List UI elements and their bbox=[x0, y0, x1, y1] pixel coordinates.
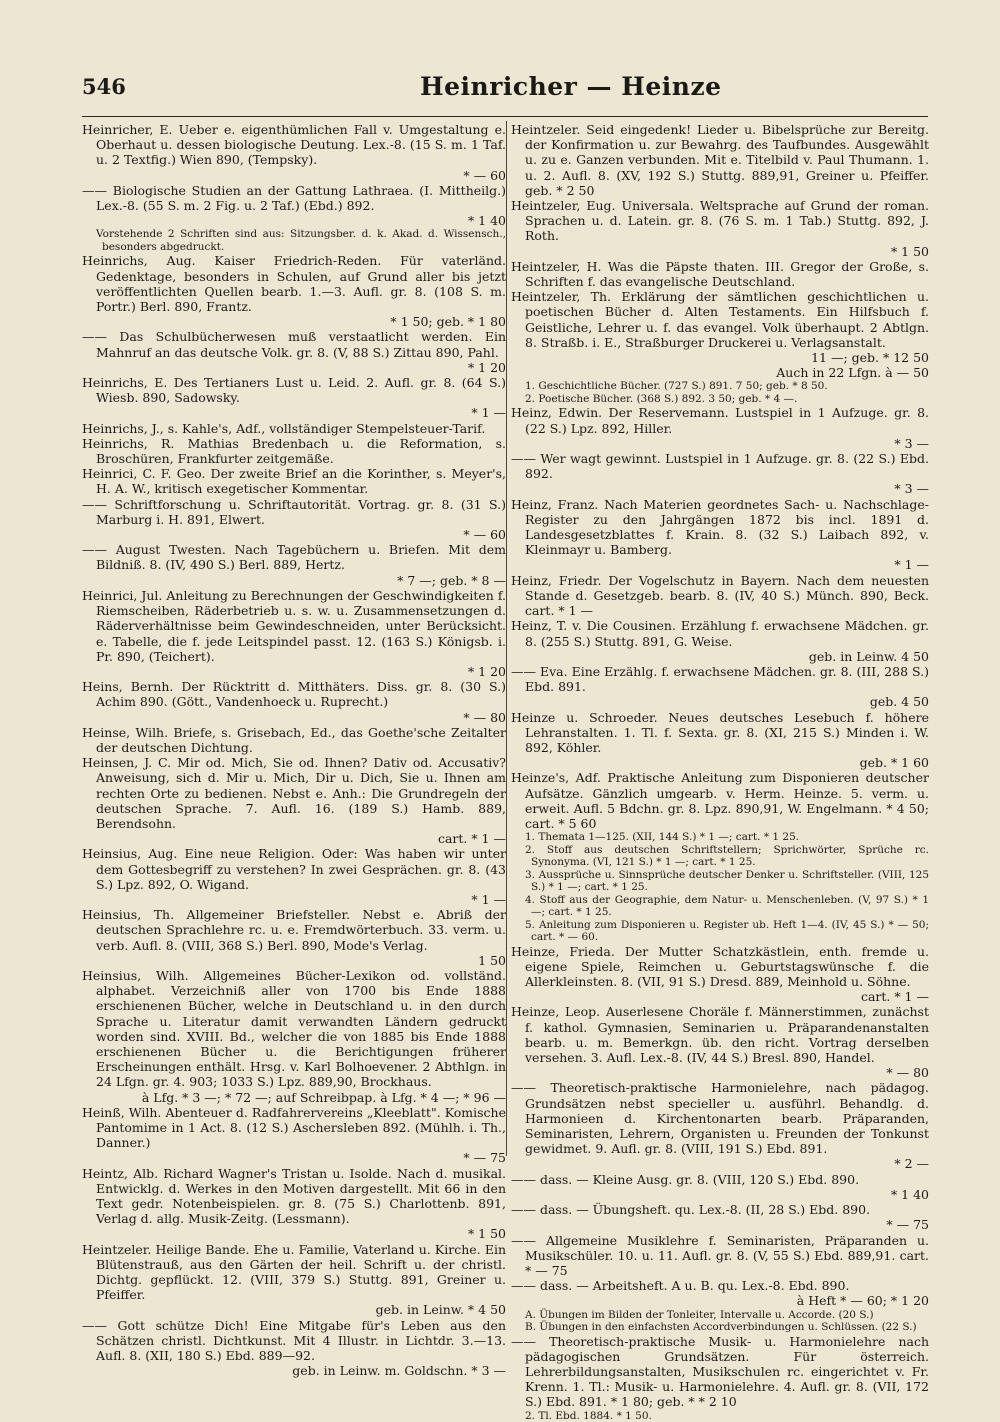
catalog-entry bbox=[82, 588, 506, 679]
entry-price: geb. in Leinw. 4 50 bbox=[808, 648, 929, 664]
catalog-entry bbox=[511, 573, 929, 619]
entry-text: —— Biologische Studien an der Gattung Lathraea. (I. Mittheilg.) Lex.-8. (55 S. m. 2 Fig. u. 2 Taf.) (Ebd.) 892. bbox=[82, 182, 506, 214]
catalog-note bbox=[511, 831, 929, 844]
catalog-note bbox=[511, 1321, 929, 1334]
entry-text: Heinrici, Jul. Anleitung zu Berechnungen der Geschwindigkeiten f. Riemscheiben, Räderbetrieb u. s. w. u. Zusammensetzungen d. Räderverhältnisse beim Gewindeschneiden, unter Berücksicht. e. Tabelle, die f. jede Leitspindel passt. 12. (163 S.) Königsb. i. Pr. 890, (Teichert). bbox=[82, 587, 506, 664]
entry-text: —— Schriftforschung u. Schriftautorität. Vortrag. gr. 8. (31 S.) Marburg i. H. 891, Elwert. bbox=[82, 496, 506, 527]
entry-text: 1. Geschichtliche Bücher. (727 S.) 891. 7 50; geb. * 8 50. bbox=[525, 380, 828, 393]
catalog-entry bbox=[82, 421, 506, 436]
entry-text: Heinsius, Aug. Eine neue Religion. Oder: Was haben wir unter dem Gottesbegriff zu verstehen? In zwei Gesprächen. gr. 8. (43 S.) Lpz. 892, O. Wigand. bbox=[82, 846, 506, 892]
catalog-entry bbox=[511, 1202, 929, 1232]
left-column bbox=[82, 122, 506, 1378]
entry-text: —— Eva. Eine Erzählg. f. erwachsene Mädchen. gr. 8. (III, 288 S.) Ebd. 891. bbox=[511, 663, 929, 695]
entry-text: Heinze's, Adf. Praktische Anleitung zum Disponieren deutscher Aufsätze. Gänzlich umgearb. v. Herm. Heinze. 5. verm. u. erweit. Aufl. 5 Bdchn. gr. 8. Lpz. 890,91, W. Engelmann. * 4 50; cart. * 5 60 bbox=[511, 770, 929, 831]
catalog-entry bbox=[511, 198, 929, 259]
entry-text: Heintzeler, Th. Erklärung der sämtlichen geschichtlichen u. poetischen Bücher d. Alten Testaments. Ein Hilfsbuch f. Geistliche, Lehrer u. f. das evangel. Volk überhaupt. 2 Abtlgn. 8. Straßb. i. E., Straßburger Druckerei u. Verlagsanstalt. bbox=[511, 289, 929, 350]
entry-text: Heinz, Franz. Nach Materien geordnetes Sach- u. Nachschlage-Register zu den Jahrgängen 1872 bis incl. 1891 d. Landesgesetzblattes f. Krain. 8. (32 S.) Laibach 892, v. Kleinmayr u. Bamberg. bbox=[511, 496, 929, 558]
catalog-note bbox=[511, 894, 929, 919]
catalog-entry bbox=[511, 618, 929, 664]
entry-text: —— Theoretisch-praktische Musik- u. Harmonielehre nach pädagogischen Grundsätzen. Für österreich. Lehrerbildungsanstalten, Musikschulen rc. eingerichtet v. Fr. Krenn. 1. Tl.: Musik- u. Harmonielehre. 4. Aufl. gr. 8. (VII, 172 S.) Ebd. 891. * 1 80; geb. * * 2 10 bbox=[511, 1333, 929, 1410]
catalog-entry bbox=[82, 1318, 506, 1379]
catalog-entry bbox=[82, 329, 506, 375]
catalog-entry bbox=[82, 846, 506, 907]
entry-text: Heins, Bernh. Der Rücktritt d. Mitthäters. Diss. gr. 8. (30 S.) Achim 890. (Gött., Vandenhoeck u. Ruprecht.) bbox=[82, 679, 506, 710]
entry-text: Vorstehende 2 Schriften sind aus: Sitzungsber. d. k. Akad. d. Wissensch., besonders abgedruckt. bbox=[96, 228, 506, 253]
entry-text: Heinze, Frieda. Der Mutter Schatzkästlein, enth. fremde u. eigene Spiele, Reimchen u. Geburtstagswünsche f. die Allerkleinsten. 8. (VII, 91 S.) Dresd. 889, Meinhold u. Söhne. bbox=[511, 943, 929, 990]
catalog-entry bbox=[82, 253, 506, 329]
entry-text: Heinse, Wilh. Briefe, s. Grisebach, Ed., das Goethe'sche Zeitalter der deutschen Dichtung. bbox=[82, 724, 506, 755]
entry-price: à Heft * — 60; * 1 20 bbox=[796, 1293, 929, 1309]
catalog-note bbox=[511, 380, 929, 393]
entry-price: * 1 50 bbox=[467, 1226, 506, 1242]
entry-text: Heinsen, J. C. Mir od. Mich, Sie od. Ihnen? Dativ od. Accusativ? Anweisung, sich d. Mir u. Mich, Dir u. Dich, Sie u. Ihnen am rechten Orte zu bedienen. Nebst e. Anh.: Die Grundregeln der deutschen Sprache. 7. Aufl. 16. (189 S.) Hamb. 889, Berendsohn. bbox=[82, 755, 506, 831]
entry-price: * 1 50 bbox=[890, 243, 929, 259]
entry-text: —— dass. — Übungsheft. qu. Lex.-8. (II, 28 S.) Ebd. 890. bbox=[511, 1202, 871, 1218]
entry-price: * — 60 bbox=[463, 527, 506, 543]
catalog-note bbox=[511, 1410, 929, 1422]
catalog-entry bbox=[511, 1278, 929, 1308]
catalog-entry bbox=[82, 907, 506, 968]
catalog-note bbox=[511, 393, 929, 406]
entry-text: A. Übungen im Bilden der Tonleiter, Intervalle u. Accorde. (20 S.) bbox=[525, 1308, 874, 1321]
entry-price: * — 60 bbox=[463, 167, 506, 183]
entry-text: —— Das Schulbücherwesen muß verstaatlicht werden. Ein Mahnruf an das deutsche Volk. gr. 8. (V, 88 S.) Zittau 890, Pahl. bbox=[82, 329, 506, 360]
entry-price: * 1 — bbox=[471, 405, 506, 421]
entry-text: 4. Stoff aus der Geographie, dem Natur- u. Menschenleben. (V, 97 S.) * 1 —; cart. * 1 25. bbox=[525, 893, 929, 919]
entry-text: Heintzeler, H. Was die Päpste thaten. III. Gregor der Große, s. Schriften f. das evangelische Deutschland. bbox=[511, 258, 929, 290]
entry-price: geb. in Leinw. m. Goldschn. * 3 — bbox=[292, 1363, 506, 1379]
entry-text: —— Allgemeine Musiklehre f. Seminaristen, Präparanden u. Musikschüler. 10. u. 11. Aufl. gr. 8. (V, 55 S.) Ebd. 889,91. cart. * — 75 bbox=[511, 1232, 929, 1278]
catalog-note bbox=[82, 228, 506, 253]
catalog-entry bbox=[511, 770, 929, 831]
right-column bbox=[511, 122, 929, 1422]
entry-text: 5. Anleitung zum Disponieren u. Register ub. Heft 1—4. (IV, 45 S.) * — 50; cart. * — 60. bbox=[525, 918, 929, 944]
entry-text: Heinz, Edwin. Der Reservemann. Lustspiel in 1 Aufzuge. gr. 8. (22 S.) Lpz. 892, Hiller. bbox=[511, 405, 929, 436]
entry-text: Heinrichs, R. Mathias Bredenbach u. die Reformation, s. Broschüren, Frankfurter zeitgemäße. bbox=[82, 435, 506, 467]
entry-price: cart. * 1 — bbox=[437, 831, 506, 847]
entry-text: Heinze, Leop. Auserlesene Choräle f. Männerstimmen, zunächst f. kathol. Gymnasien, Seminarien u. Präparandenanstalten bearb. u. m. Bemerkgn. üb. den richt. Vortrag derselben versehen. 3. Aufl. Lex.-8. (IV, 44 S.) Bresl. 890, Handel. bbox=[511, 1004, 929, 1066]
entry-price: geb. * 1 60 bbox=[859, 755, 929, 771]
catalog-note bbox=[511, 1309, 929, 1322]
entry-text: Heintzeler. Seid eingedenk! Lieder u. Bibelsprüche zur Bereitg. der Konfirmation u. zur Bewahrg. des Taufbundes. Ausgewählt u. zu e. Ganzen verbunden. Mit e. Titelbild v. Paul Thumann. 1. u. 2. Aufl. 8. (XV, 192 S.) Stuttg. 889,91, Greiner u. Pfeiffer. geb. * 2 50 bbox=[511, 122, 929, 198]
catalog-entry bbox=[82, 1242, 506, 1318]
catalog-note bbox=[511, 844, 929, 869]
entry-text: Heinsius, Wilh. Allgemeines Bücher-Lexikon od. vollständ. alphabet. Verzeichniß aller von 1700 bis Ende 1888 erschienenen Bücher, welche in Deutschland u. in den durch Sprache u. Literatur damit verwandten Ländern gedruckt worden sind. XVIII. Bd., welcher die von 1885 bis Ende 1888 erschienenen Bücher u. die Berichtigungen früherer Erscheinungen enthält. Hrsg. v. Karl Bolhoevener. 2 Abthlgn. in 24 Lfgn. gr. 4. 903; 1033 S.) Lpz. 889,90, Brockhaus. bbox=[82, 967, 506, 1090]
catalog-entry bbox=[82, 122, 506, 183]
catalog-entry bbox=[82, 968, 506, 1105]
catalog-entry bbox=[511, 289, 929, 365]
catalog-entry bbox=[82, 183, 506, 229]
entry-price: 1 50 bbox=[478, 952, 506, 968]
entry-price: à Lfg. * 3 —; * 72 —; auf Schreibpap. à Lfg. * 4 —; * 96 — bbox=[141, 1089, 506, 1105]
entry-price: * 1 20 bbox=[467, 663, 506, 679]
entry-price: geb. 4 50 bbox=[869, 694, 929, 710]
catalog-entry bbox=[82, 466, 506, 496]
catalog-entry bbox=[511, 497, 929, 573]
catalog-entry bbox=[82, 375, 506, 421]
entry-price: * 1 — bbox=[894, 557, 929, 573]
catalog-entry bbox=[511, 1080, 929, 1171]
catalog-entry bbox=[82, 1166, 506, 1242]
running-head: Heinricher — Heinze bbox=[420, 72, 722, 101]
entry-price: * 3 — bbox=[894, 435, 929, 451]
entry-price: * 7 —; geb. * 8 — bbox=[397, 572, 506, 588]
entry-text: Heinz, T. v. Die Cousinen. Erzählung f. erwachsene Mädchen. gr. 8. (255 S.) Stuttg. 891, G. Weise. bbox=[511, 618, 929, 649]
entry-text: —— dass. — Kleine Ausg. gr. 8. (VIII, 120 S.) Ebd. 890. bbox=[511, 1171, 860, 1187]
entry-price: * — 75 bbox=[886, 1217, 929, 1233]
entry-text: Heinrichs, Aug. Kaiser Friedrich-Reden. Für vaterländ. Gedenktage, besonders in Schulen, auf Grund aller bis jetzt veröffentlichten Quellen bearb. 1.—3. Aufl. gr. 8. (108 S. m. Portr.) Berl. 890, Frantz. bbox=[82, 253, 506, 315]
entry-price: * 1 — bbox=[471, 891, 506, 907]
catalog-entry bbox=[511, 710, 929, 771]
entry-text: —— August Twesten. Nach Tagebüchern u. Briefen. Mit dem Bildniß. 8. (IV, 490 S.) Berl. 889, Hertz. bbox=[82, 542, 506, 573]
catalog-entry bbox=[511, 259, 929, 289]
entry-text: 2. Tl. Ebd. 1884. * 1 50. bbox=[525, 1409, 652, 1422]
entry-text: —— Theoretisch-praktische Harmonielehre, nach pädagog. Grundsätzen nebst specieller u. ausführl. Behandlg. d. Harmonieen d. Kirchentonarten bearb. Präparanden, Seminaristen, Lehrern, Organisten u. Freunden der Tonkunst gewidmet. 9. Aufl. gr. 8. (VIII, 191 S.) Ebd. 891. bbox=[511, 1080, 929, 1157]
catalog-entry bbox=[511, 122, 929, 198]
entry-text: —— Wer wagt gewinnt. Lustspiel in 1 Aufzuge. gr. 8. (22 S.) Ebd. 892. bbox=[511, 451, 929, 482]
entry-price: Auch in 22 Lfgn. à — 50 bbox=[776, 365, 929, 381]
entry-price: cart. * 1 — bbox=[860, 989, 929, 1005]
catalog-entry bbox=[511, 944, 929, 1005]
catalog-entry bbox=[511, 1172, 929, 1202]
catalog-entry bbox=[82, 1105, 506, 1166]
entry-text: —— dass. — Arbeitsheft. A u. B. qu. Lex.-8. Ebd. 890. bbox=[511, 1278, 850, 1294]
page-number: 546 bbox=[82, 74, 126, 99]
entry-text: Heintzeler, Eug. Universala. Weltsprache auf Grund der roman. Sprachen u. d. Latein. gr. 8. (76 S. m. 1 Tab.) Stuttg. 892, J. Roth. bbox=[511, 198, 929, 244]
entry-price: * 1 40 bbox=[467, 213, 506, 229]
catalog-note bbox=[511, 919, 929, 944]
entry-text: 2. Poetische Bücher. (368 S.) 892. 3 50; geb. * 4 —. bbox=[525, 392, 798, 405]
catalog-entry bbox=[82, 542, 506, 588]
entry-text: B. Übungen in den einfachsten Accordverbindungen u. Schlüssen. (22 S.) bbox=[525, 1321, 917, 1334]
entry-price: geb. in Leinw. * 4 50 bbox=[375, 1302, 506, 1318]
entry-text: Heinze u. Schroeder. Neues deutsches Lesebuch f. höhere Lehranstalten. 1. Tl. f. Sexta. gr. 8. (XI, 215 S.) Minden i. W. 892, Köhler. bbox=[511, 709, 929, 755]
entry-text: Heinrici, C. F. Geo. Der zweite Brief an die Korinther, s. Meyer's, H. A. W., kritisch exegetischer Kommentar. bbox=[82, 466, 506, 497]
catalog-entry bbox=[511, 405, 929, 451]
entry-text: 3. Aussprüche u. Sinnsprüche deutscher Denker u. Schriftsteller. (VIII, 125 S.) * 1 —; cart. * 1 25. bbox=[525, 868, 929, 894]
catalog-entry bbox=[511, 1004, 929, 1080]
catalog-entry bbox=[82, 497, 506, 543]
catalog-entry bbox=[82, 436, 506, 466]
entry-text: Heinricher, E. Ueber e. eigenthümlichen Fall v. Umgestaltung e. Oberhaut u. dessen biologische Deutung. Lex.-8. (15 S. m. 1 Taf. u. 2 Textfig.) Wien 890, (Tempsky). bbox=[82, 122, 506, 168]
catalog-entry bbox=[82, 679, 506, 725]
entry-price: * 3 — bbox=[894, 481, 929, 497]
entry-price: * — 75 bbox=[463, 1150, 506, 1166]
entry-text: Heinsius, Th. Allgemeiner Briefsteller. Nebst e. Abriß der deutschen Sprachlehre rc. u. e. Fremdwörterbuch. 33. verm. u. verb. Aufl. 8. (VIII, 368 S.) Berl. 890, Mode's Verlag. bbox=[82, 907, 506, 953]
entry-price: * — 80 bbox=[886, 1065, 929, 1081]
column-divider bbox=[506, 121, 507, 1156]
entry-price: * 1 40 bbox=[890, 1186, 929, 1202]
catalog-entry bbox=[511, 1334, 929, 1410]
entry-price: * — 80 bbox=[463, 709, 506, 725]
catalog-entry bbox=[511, 451, 929, 497]
entry-text: 1. Themata 1—125. (XII, 144 S.) * 1 —; cart. * 1 25. bbox=[525, 831, 800, 844]
catalog-entry bbox=[82, 725, 506, 755]
entry-text: Heinß, Wilh. Abenteuer d. Radfahrervereins „Kleeblatt". Komische Pantomime in 1 Act. 8. (12 S.) Aschersleben 892. (Mühlh. i. Th., Danner.) bbox=[82, 1104, 506, 1151]
entry-price: * 1 20 bbox=[467, 359, 506, 375]
entry-text: Heintzeler. Heilige Bande. Ehe u. Familie, Vaterland u. Kirche. Ein Blütenstrauß, aus den Gärten der heil. Schrift u. der christl. Dichtg. gepflückt. 12. (VIII, 379 S.) Stuttg. 891, Greiner u. Pfeiffer. bbox=[82, 1241, 506, 1303]
entry-text: Heinz, Friedr. Der Vogelschutz in Bayern. Nach dem neuesten Stande d. Gesetzgeb. bearb. 8. (IV, 40 S.) Münch. 890, Beck. cart. * 1 — bbox=[511, 572, 929, 619]
entry-price: * 1 50; geb. * 1 80 bbox=[390, 314, 506, 330]
entry-text: Heintz, Alb. Richard Wagner's Tristan u. Isolde. Nach d. musikal. Entwicklg. d. Werkes in den Motiven dargestellt. Mit 66 in den Text gedr. Notenbeispielen. gr. 8. (75 S.) Charlottenb. 891, Verlag d. allg. Musik-Zeitg. (Lessmann). bbox=[82, 1165, 506, 1227]
header-rule bbox=[82, 116, 928, 117]
entry-price: 11 —; geb. * 12 50 bbox=[811, 350, 929, 366]
entry-price: * 2 — bbox=[894, 1156, 929, 1172]
catalog-entry bbox=[511, 365, 929, 380]
catalog-entry bbox=[82, 755, 506, 846]
entry-text: —— Gott schütze Dich! Eine Mitgabe für's Leben aus den Schätzen christl. Dichtkunst. Mit 4 Illustr. in Lichtdr. 3.—13. Aufl. 8. (XII, 180 S.) Ebd. 889—92. bbox=[82, 1317, 506, 1364]
entry-text: 2. Stoff aus deutschen Schriftstellern; Sprichwörter, Sprüche rc. Synonyma. (VI, 121 S.) * 1 —; cart. * 1 25. bbox=[525, 843, 929, 869]
catalog-entry bbox=[511, 664, 929, 710]
entry-text: Heinrichs, J., s. Kahle's, Adf., vollständiger Stempelsteuer-Tarif. bbox=[82, 420, 486, 436]
catalog-entry bbox=[511, 1233, 929, 1279]
entry-text: Heinrichs, E. Des Tertianers Lust u. Leid. 2. Aufl. gr. 8. (64 S.) Wiesb. 890, Sadowsky. bbox=[82, 375, 506, 406]
catalog-note bbox=[511, 869, 929, 894]
